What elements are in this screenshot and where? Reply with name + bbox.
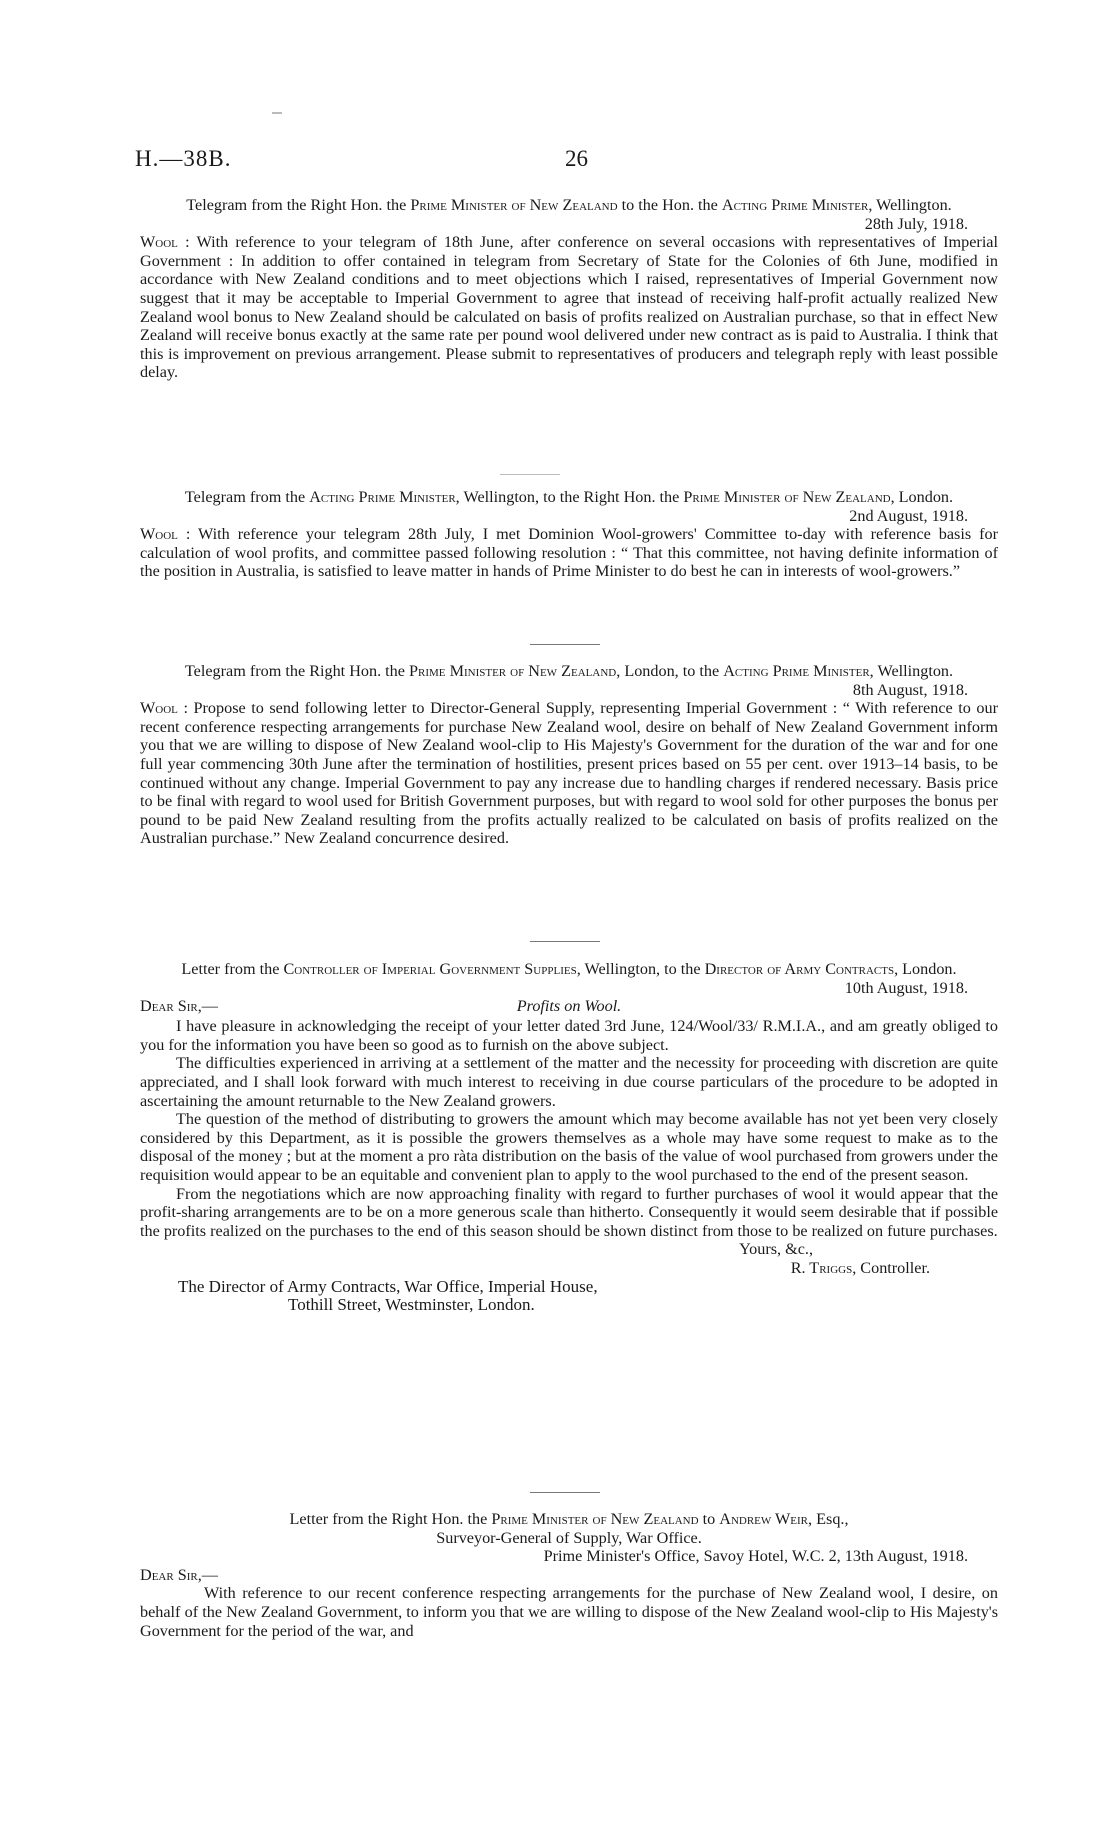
telegram-2-date: 2nd August, 1918. <box>849 506 968 525</box>
divider <box>530 644 600 645</box>
letter-2-heading: Letter from the Right Hon. the Prime Minister of New Zealand to Andrew Weir, Esq., Surveyor-General of Supply, War Office. <box>289 1510 849 1547</box>
letter-1-subject: Profits on Wool. <box>516 997 622 1016</box>
letter-1-paragraph: The question of the method of distributing to growers the amount which may become available has not yet been very closely considered by this Department, as it is possible the growers themselves as a whole may have some request to make as to the disposal of the money ; but at the moment a pro ràta distribution on the basis of the value of wool purchased from growers under the requisition would appear to be an equitable and convenient plan to apply to the wool purchased to the end of the present season. <box>140 1110 998 1184</box>
letter-1-salutation: Dear Sir,— <box>140 997 218 1016</box>
letter-1-closing: Yours, &c., <box>739 1240 813 1259</box>
divider <box>530 941 600 942</box>
letter-2 <box>140 1510 998 1640</box>
telegram-3-date: 8th August, 1918. <box>852 680 968 699</box>
telegram-2-body: Wool : With reference your telegram 28th July, I met Dominion Wool-growers' Committee to-day with reference basis for calculation of wool profits, and committee passed following resolution : “ That this committee, not having definite information of the position in Australia, is satisfied to leave matter in hands of Prime Minister to do best he can in interests of wool-growers.” <box>140 525 998 581</box>
letter-1-salutation-row <box>140 997 998 1017</box>
letter-1-paragraph: I have pleasure in acknowledging the receipt of your letter dated 3rd June, 124/Wool/33/ R.M.I.A., and am greatly obliged to you for the information you have been so good as to furnish on the above subject. <box>140 1017 998 1054</box>
document-reference: H.—38B. <box>135 146 232 171</box>
telegram-3-heading: Telegram from the Right Hon. the Prime Minister of New Zealand, London, to the Acting Prime Minister, Wellington. <box>184 662 954 680</box>
letter-1-address-line: The Director of Army Contracts, War Office, Imperial House, <box>178 1276 598 1296</box>
letter-1-address-line: Tothill Street, Westminster, London. <box>288 1295 535 1315</box>
telegram-1-date: 28th July, 1918. <box>864 214 968 233</box>
letter-2-salutation: Dear Sir,— <box>140 1565 218 1584</box>
telegram-3-body: Wool : Propose to send following letter to Director-General Supply, representing Imperial Government : “ With reference to our recent conference respecting arrangements for purchase New Zealand wool, desire on behalf of New Zealand Government inform you that we are willing to dispose of New Zealand wool-clip to His Majesty's Government for the duration of the war and for one full year commencing 30th June after the termination of hostilities, present prices based on 55 per cent. over 1913–14 basis, to be continued without any change. Imperial Government to pay any increase due to handling charges if rendered necessary. Basis price to be final with regard to wool used for British Government purposes, but with regard to wool sold for other purposes the bonus per pound to be paid New Zealand resulting from the profits actually realized to be calculated on basis of profits realized on the Australian purchase.” New Zealand concurrence desired. <box>140 699 998 848</box>
scan-mark <box>272 112 282 114</box>
telegram-3 <box>140 662 998 848</box>
letter-1 <box>140 960 998 1315</box>
letter-1-paragraph: The difficulties experienced in arriving at a settlement of the matter and the necessity for proceeding with discretion are quite appreciated, and I shall look forward with much interest to receiving in due course particulars of the procedure to be adopted in ascertaining the amount returnable to the New Zealand growers. <box>140 1054 998 1110</box>
letter-1-paragraph: From the negotiations which are now approaching finality with regard to further purchases of wool it would appear that the profit-sharing arrangements are to be on a more generous scale than hitherto. Consequently it would seem desirable that if possible the profits realized on the purchases to the end of this season should be shown distinct from those to be realized on future purchases. <box>140 1184 998 1240</box>
telegram-1-body: Wool : With reference to your telegram of 18th June, after conference on several occasions with representatives of Imperial Government : In addition to offer contained in telegram from Secretary of State for the Colonies of 6th June, modified in accordance with New Zealand conditions and to meet objections which I raised, representatives of Imperial Government now suggest that it may be acceptable to Imperial Government to agree that instead of receiving half-profit actually realized New Zealand wool bonus to New Zealand should be calculated on basis of profits realized on Australian purchase, so that in effect New Zealand will receive bonus exactly at the same rate per pound wool delivered under new contract as is paid to Australia. I think that this is improvement on previous arrangement. Please submit to representatives of producers and telegraph reply with least possible delay. <box>140 233 998 382</box>
telegram-2-heading: Telegram from the Acting Prime Minister, Wellington, to the Right Hon. the Prime Minister of New Zealand, London. <box>184 488 954 506</box>
divider <box>500 474 560 475</box>
divider <box>530 1492 600 1493</box>
letter-2-date: Prime Minister's Office, Savoy Hotel, W.C. 2, 13th August, 1918. <box>543 1547 968 1566</box>
letter-1-date: 10th August, 1918. <box>844 978 968 997</box>
letter-2-paragraph: With reference to our recent conference respecting arrangements for the purchase of New Zealand wool, I desire, on behalf of the New Zealand Government, to inform you that we are willing to dispose of the New Zealand wool-clip to His Majesty's Government for the period of the war, and <box>140 1584 998 1640</box>
page-number: 26 <box>565 146 588 171</box>
telegram-2 <box>140 488 998 581</box>
letter-1-heading: Letter from the Controller of Imperial Government Supplies, Wellington, to the Director of Army Contracts, London. <box>181 960 957 978</box>
letter-1-signature: R. Triggs, Controller. <box>790 1258 930 1277</box>
telegram-1-heading: Telegram from the Right Hon. the Prime Minister of New Zealand to the Hon. the Acting Prime Minister, Wellington. <box>186 196 952 214</box>
telegram-1 <box>140 196 998 382</box>
